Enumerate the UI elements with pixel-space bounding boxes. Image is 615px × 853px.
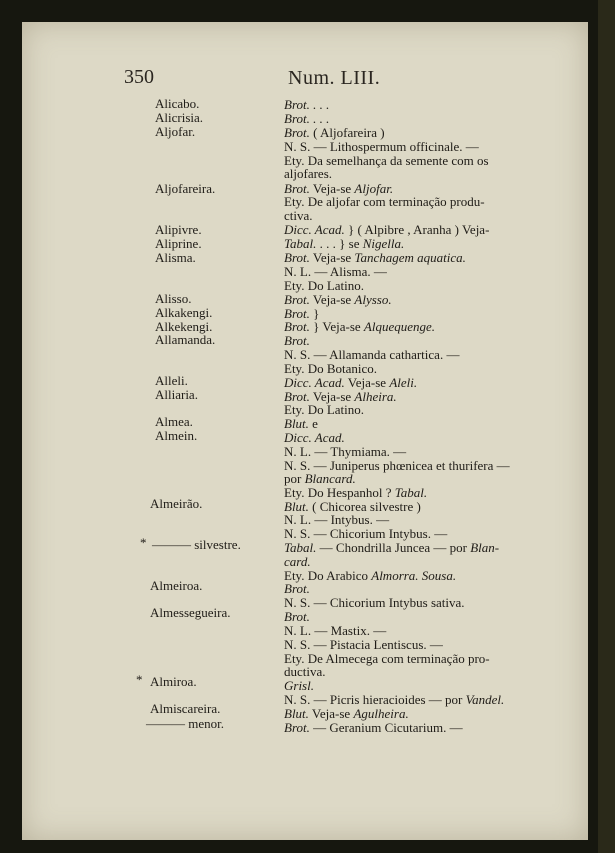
entry-term: Alicrisia. — [155, 110, 204, 125]
definition-text: Veja-se — [309, 181, 355, 196]
definition-text: N. S. — Chicorium Intybus sativa. — [284, 595, 465, 610]
definition-text: ctiva. — [284, 208, 313, 223]
definition-source: Alquequenge. — [363, 319, 436, 334]
entry-definition — [284, 609, 310, 624]
entry-definition — [284, 526, 447, 541]
definition-source: Brot. . . . — [284, 97, 330, 112]
definition-source: Brot. — [284, 333, 310, 348]
entry-definition — [284, 471, 356, 486]
definition-text: Veja-se — [344, 375, 390, 390]
definition-source: Brot. — [284, 609, 310, 624]
entry-term: Alicabo. — [155, 96, 200, 111]
entry-definition — [284, 485, 427, 500]
definition-source: Agulheira. — [353, 706, 409, 721]
definition-source: Dicc. Acad. — [284, 375, 345, 390]
entry-definition — [284, 347, 459, 362]
entry-definition — [284, 97, 329, 112]
definition-text: Ety. De aljofar com terminação produ- — [284, 194, 485, 209]
definition-text: } Veja-se — [309, 319, 364, 334]
definition-text: ductiva. — [284, 664, 326, 679]
asterisk-mark: * — [140, 535, 147, 550]
definition-text: Ety. Do Arabico — [284, 568, 372, 583]
entry-definition — [284, 706, 409, 721]
entry-definition — [284, 375, 417, 390]
definition-text: e — [308, 416, 318, 431]
definition-text: N. L. — Mastix. — — [284, 623, 387, 638]
page-title: Num. LIII. — [288, 67, 381, 89]
definition-text: Ety. Da semelhança da semente com os — [284, 153, 489, 168]
entry-definition — [284, 278, 364, 293]
entry-definition — [284, 139, 479, 154]
entry-term: Alisma. — [155, 250, 196, 265]
entry-definition — [284, 361, 377, 376]
definition-text: N. S. — Allamanda cathartica. — — [284, 347, 460, 362]
definition-source: Alheira. — [354, 389, 397, 404]
definition-source: Dicc. Acad. — [284, 430, 345, 445]
entry-definition — [284, 540, 499, 555]
definition-source: Brot. — [284, 581, 310, 596]
definition-text: N. S. — Juniperus phœnicea et thurifera — — [284, 458, 510, 473]
entry-definition — [284, 333, 310, 348]
definition-source: Tabal. — [394, 485, 428, 500]
entry-definition — [284, 637, 443, 652]
entry-definition — [284, 581, 310, 596]
page-edge — [598, 0, 615, 853]
entry-definition — [284, 194, 485, 209]
entry-term: Alleli. — [155, 373, 188, 388]
entry-term: Almein. — [155, 428, 198, 443]
definition-text: — Chondrilla Juncea — por — [316, 540, 471, 555]
entry-term: Almiscareira. — [150, 701, 221, 716]
entry-definition — [284, 236, 404, 251]
definition-text: Ety. Do Latino. — [284, 402, 365, 417]
definition-text: } — [309, 306, 320, 321]
entry-definition — [284, 512, 389, 527]
entry-definition — [284, 595, 465, 610]
entry-definition — [284, 664, 326, 679]
definition-text: por — [284, 471, 305, 486]
entry-term: Alisso. — [155, 291, 192, 306]
definition-text: N. L. — Alisma. — — [284, 264, 387, 279]
definition-source: Grisl. — [284, 678, 314, 693]
definition-text: Veja-se — [309, 292, 355, 307]
definition-source: Brot. — [284, 181, 310, 196]
definition-text: Veja-se — [309, 389, 355, 404]
entry-definition — [284, 402, 364, 417]
entry-definition — [284, 430, 345, 445]
entry-definition — [284, 319, 435, 334]
entry-definition — [284, 416, 318, 431]
definition-source: Brot. — [284, 720, 310, 735]
entry-definition — [284, 250, 466, 265]
entry-term: Allamanda. — [155, 332, 216, 347]
definition-text: ( Chicorea silvestre ) — [308, 499, 421, 514]
entry-term: Alipivre. — [155, 222, 202, 237]
definition-source: Brot. — [284, 319, 310, 334]
definition-text: Veja-se — [309, 250, 355, 265]
definition-text: N. S. — Picris hieracioides — por — [284, 692, 466, 707]
definition-text: . . . } se — [316, 236, 363, 251]
definition-text: } ( Alpibre , Aranha ) Veja- — [344, 222, 490, 237]
entry-term: Almea. — [155, 414, 193, 429]
definition-source: Alysso. — [354, 292, 392, 307]
definition-source: Tabal. — [284, 540, 317, 555]
entry-definition — [284, 166, 332, 181]
definition-text: N. S. — Pistacia Lentiscus. — — [284, 637, 443, 652]
definition-source: Brot. — [284, 306, 310, 321]
entry-definition — [284, 720, 463, 735]
definition-source: Brot. — [284, 389, 310, 404]
entry-definition — [284, 292, 392, 307]
definition-source: Blan- — [470, 540, 500, 555]
entry-definition — [284, 208, 313, 223]
definition-text: N. S. — Chicorium Intybus. — — [284, 526, 448, 541]
entry-term: Alkekengi. — [155, 319, 213, 334]
definition-source: Almorra. Sousa. — [371, 568, 457, 583]
entry-term: Alkakengi. — [155, 305, 213, 320]
entry-term: Almeiroa. — [150, 578, 203, 593]
definition-source: Tanchagem aquatica. — [354, 250, 466, 265]
definition-source: Brot. — [284, 250, 310, 265]
definition-source: Brot. — [284, 125, 310, 140]
entry-definition — [284, 111, 329, 126]
definition-text: N. L. — Intybus. — — [284, 512, 390, 527]
definition-source: Brot. — [284, 292, 310, 307]
entry-definition — [284, 623, 386, 638]
entry-term: Almessegueira. — [150, 605, 231, 620]
definition-source: Blut. — [284, 416, 309, 431]
definition-source: Tabal. — [284, 236, 317, 251]
entry-term: ——— menor. — [146, 716, 224, 731]
definition-text: N. S. — Lithospermum officinale. — — [284, 139, 479, 154]
entry-term: Aljofar. — [155, 124, 196, 139]
definition-source: Aleli. — [389, 375, 418, 390]
definition-source: Brot. . . . — [284, 111, 330, 126]
definition-source: Vandel. — [465, 692, 505, 707]
entry-term: Almeirão. — [150, 496, 203, 511]
definition-text: Veja-se — [308, 706, 354, 721]
definition-source: Aljofar. — [354, 181, 394, 196]
entry-term: ——— silvestre. — [152, 537, 241, 552]
definition-source: Dicc. Acad. — [284, 222, 345, 237]
asterisk-mark: * — [136, 672, 143, 687]
definition-text: Ety. Do Latino. — [284, 278, 365, 293]
definition-text: Ety. Do Hespanhol ? — [284, 485, 395, 500]
entry-definition — [284, 692, 504, 707]
entry-definition — [284, 444, 406, 459]
page-number: 350 — [124, 66, 154, 88]
definition-text: ( Aljofareira ) — [309, 125, 385, 140]
definition-source: Blut. — [284, 706, 309, 721]
entry-term: Aliprine. — [155, 236, 202, 251]
definition-source: Blut. — [284, 499, 309, 514]
definition-text: Ety. Do Botanico. — [284, 361, 378, 376]
definition-text: Ety. De Almecega com terminação pro- — [284, 651, 490, 666]
entry-definition — [284, 678, 314, 693]
entry-term: Alliaria. — [155, 387, 198, 402]
entry-term: Aljofareira. — [155, 181, 216, 196]
entry-term: Almiroa. — [150, 674, 197, 689]
definition-source: card. — [284, 554, 311, 569]
definition-source: Blancard. — [304, 471, 356, 486]
definition-text: — Geranium Cicutarium. — — [309, 720, 463, 735]
entry-definition — [284, 222, 489, 237]
definition-text: N. L. — Thymiama. — — [284, 444, 407, 459]
definition-text: aljofares. — [284, 166, 333, 181]
entry-definition — [284, 264, 387, 279]
entry-definition — [284, 125, 385, 140]
definition-source: Nigella. — [362, 236, 405, 251]
entry-definition — [284, 554, 311, 569]
